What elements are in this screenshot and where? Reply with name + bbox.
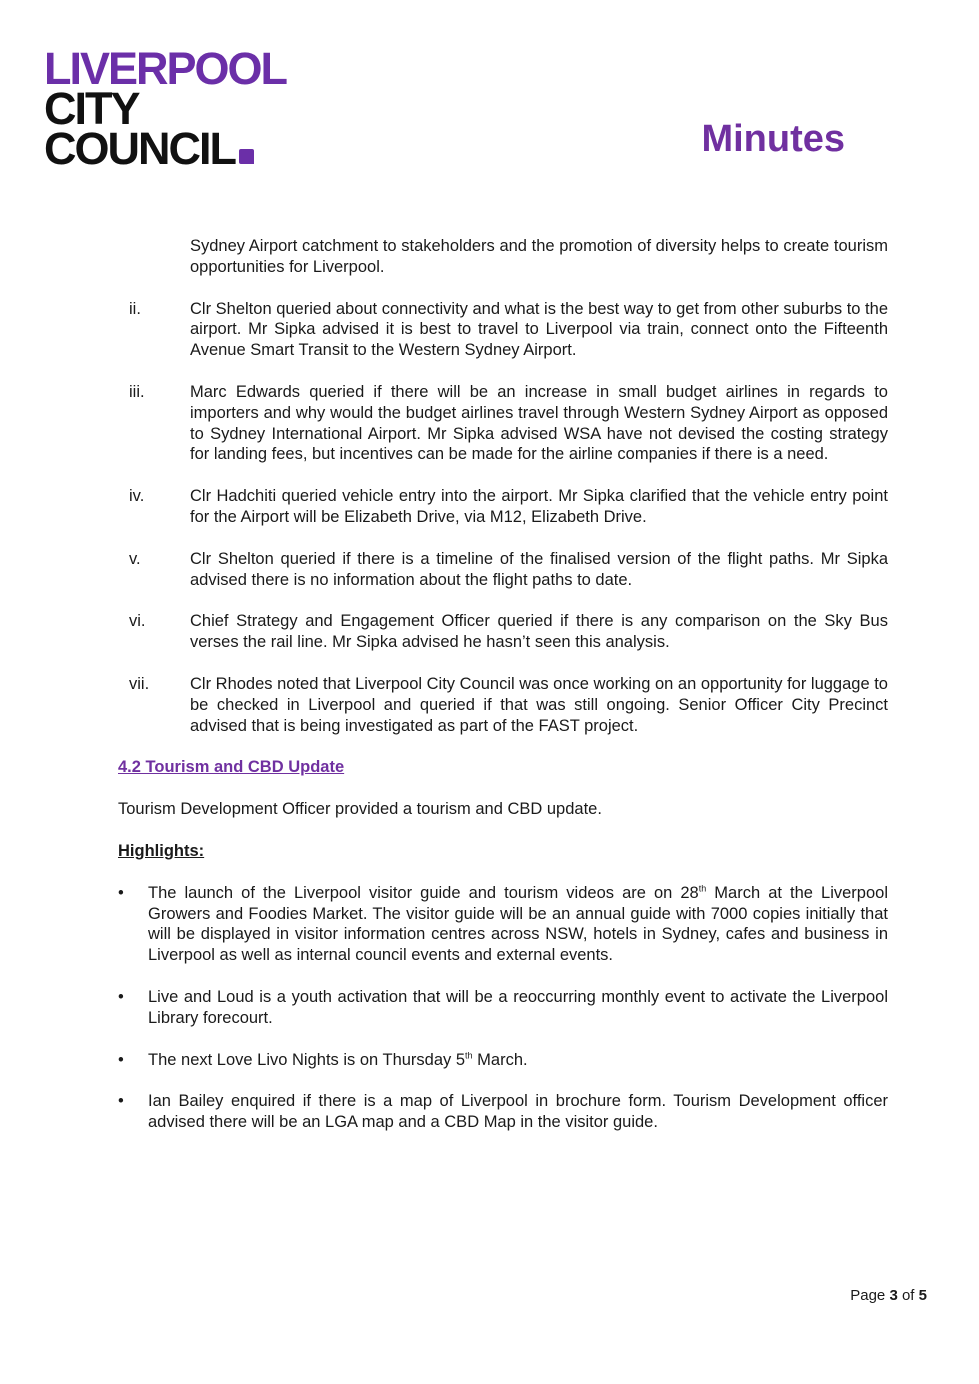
- list-item: [118, 674, 888, 736]
- section-paragraph: Tourism Development Officer provided a tourism and CBD update.: [118, 800, 602, 819]
- highlights-heading: Highlights:: [118, 841, 205, 860]
- liverpool-city-council-logo: [44, 43, 287, 174]
- page-title: Minutes: [701, 118, 845, 160]
- continued-item-text: Sydney Airport catchment to stakeholders and the promotion of diversity helps to create tourism opportunities for Liverpool.: [190, 237, 888, 276]
- list-item-number: vii.: [129, 674, 150, 693]
- bullet-icon: •: [118, 883, 124, 902]
- list-item-text: Clr Shelton queried about connectivity and what is the best way to get from other suburbs to the airport. Mr Sipka advised it is best to travel to Liverpool via train, connect onto the Fifteenth Avenue Smart Transit to the Western Sydney Airport.: [190, 299, 888, 360]
- list-item-number: iii.: [129, 382, 145, 401]
- list-item-number: v.: [129, 549, 141, 568]
- section-heading-tourism-cbd[interactable]: 4.2 Tourism and CBD Update: [118, 758, 345, 777]
- list-item-number: ii.: [129, 299, 141, 318]
- logo-square-icon: [239, 149, 254, 164]
- bullet-item: [118, 883, 888, 966]
- list-item-text: Clr Hadchiti queried vehicle entry into the airport. Mr Sipka clarified that the vehicle entry point for the Airport will be Elizabeth Drive, via M12, Elizabeth Drive.: [190, 487, 888, 526]
- list-item-text: Marc Edwards queried if there will be an increase in small budget airlines in regards to importers and why would the budget airlines travel through Western Sydney Airport as opposed to Sydney International Airport. Mr Sipka advised WSA have not devised the costing strategy for landing fees, but incentives can be made for the airline companies if there is a need.: [190, 382, 888, 464]
- bullet-text: The next Love Livo Nights is on Thursday 5th March.: [148, 1050, 528, 1069]
- page-number-footer: Page 3 of 5: [850, 1287, 927, 1304]
- logo-line-3: COUNCIL: [44, 126, 286, 166]
- list-item-text: Clr Rhodes noted that Liverpool City Council was once working on an opportunity for luggage to be checked in Liverpool and queried if that was still ongoing. Senior Officer City Precinct advised that is being investigated as part of the FAST project.: [190, 674, 888, 735]
- bullet-text: Ian Bailey enquired if there is a map of Liverpool in brochure form. Tourism Development officer advised there will be an LGA map and a CBD Map in the visitor guide.: [148, 1092, 888, 1132]
- list-item: [118, 382, 888, 465]
- list-item: [118, 486, 888, 528]
- bullet-item: [118, 1091, 888, 1133]
- list-item-number: iv.: [129, 487, 145, 506]
- logo-line-1: LIVERPOOL: [44, 43, 287, 94]
- bullet-text: The launch of the Liverpool visitor guide and tourism videos are on 28th March at the Liverpool Growers and Foodies Market. The visitor guide will be an annual guide with 7000 copies initially that will be displayed in visitor information centres across NSW, hotels in Sydney, cafes and business in Liverpool as well as internal council events and external events.: [148, 883, 888, 965]
- list-item: [118, 549, 888, 591]
- list-item-text: Chief Strategy and Engagement Officer queried if there is any comparison on the Sky Bus verses the rail line. Mr Sipka advised he hasn’t seen this analysis.: [190, 612, 888, 652]
- document-body: [118, 236, 888, 1154]
- bullet-icon: •: [118, 1092, 124, 1111]
- logo-line-2: CITY: [44, 83, 139, 134]
- list-item: [118, 611, 888, 653]
- bullet-item: [118, 987, 888, 1029]
- list-item-text: Clr Shelton queried if there is a timeline of the finalised version of the flight paths. Mr Sipka advised there is no information about the flight paths to date.: [190, 549, 888, 589]
- bullet-item: [118, 1050, 888, 1071]
- bullet-icon: •: [118, 1050, 124, 1069]
- bullet-text: Live and Loud is a youth activation that will be a reoccurring monthly event to activate the Liverpool Library forecourt.: [148, 987, 888, 1027]
- list-item: [118, 299, 888, 361]
- bullet-icon: •: [118, 987, 124, 1006]
- list-item-number: vi.: [129, 612, 146, 631]
